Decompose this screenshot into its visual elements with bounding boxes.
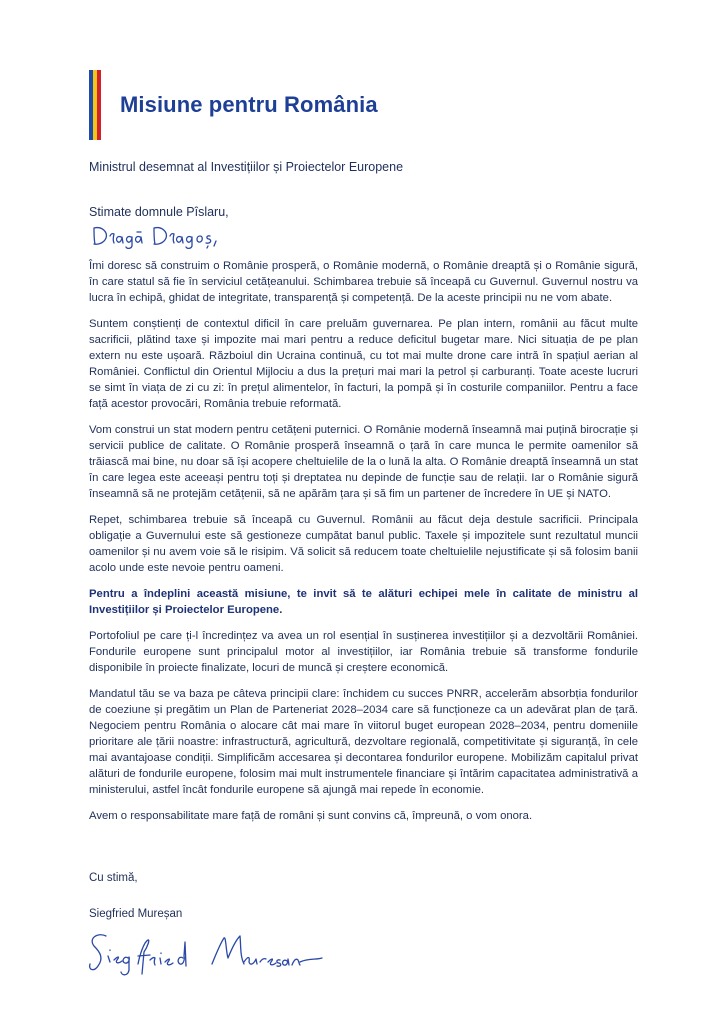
paragraph-public-spending: Repet, schimbarea trebuie să înceapă cu Guvernul. Românii au făcut deja destule sacrificii. Principala obligație a Guvernului este să gestioneze cumpătat banul public. Taxele și impozitele sunt rezultatul muncii oamenilor și nu avem voie să le risipim. Vă solicit să reducem toate cheltuielile nejustificate și să folosim banii acolo unde este nevoie pentru oameni.: [89, 514, 638, 574]
letter-body: [89, 258, 638, 834]
signer-name: Siegfried Mureșan: [89, 908, 183, 920]
salutation: Stimate domnule Pîslaru,: [89, 205, 229, 219]
handwritten-signature: [84, 922, 324, 982]
paragraph-invitation: Pentru a îndeplini această misiune, te invit să te alături echipei mele în calitate de ministru al Investițiilor și Proiectelor Europene.: [89, 588, 638, 616]
paragraph-context: Suntem conștienți de contextul dificil în care preluăm guvernarea. Pe plan intern, românii au făcut multe sacrificii, plătind taxe și impozite mai mari pentru a reduce deficitul bugetar mare. Nici situația de pe plan extern nu este ușoară. Războiul din Ucraina continuă, cu tot mai multe drone care intră în spațiul aerian al României. Conflictul din Orientul Mijlociu a dus la prețuri mai mari la petrol și carburanți. Toate aceste lucruri se simt în viața de zi cu zi: în prețul alimentelor, în facturi, la pompă și în costurile companiilor. Pentru a face față acestor provocări, România trebuie reformată.: [89, 318, 638, 410]
romanian-flag-bar: [89, 70, 101, 140]
paragraph-mandate: Mandatul tău se va baza pe câteva principii clare: închidem cu succes PNRR, accelerăm absorbția fondurilor de coeziune și pregătim un Plan de Parteneriat 2028–2034 care să funcționeze ca un adevărat plan de țară. Negociem pentru România o alocare cât mai mare în viitorul buget european 2028–2034, pentru domeniile prioritare ale țării noastre: infrastructură, agricultură, dezvoltare regională, competitivitate și siguranță, în cele mai avantajoase condiții. Simplificăm accesarea și decontarea fondurilor europene. Mobilizăm capitalul privat alături de fondurile europene, folosim mai mult instrumentele financiare și întărim capacitatea administrativă a ministerului, astfel încât fondurile europene să ajungă mai repede în economie.: [89, 688, 638, 796]
recipient-title: Ministrul desemnat al Investițiilor și Proiectelor Europene: [89, 160, 404, 174]
paragraph-modern-state: Vom construi un stat modern pentru cetățeni puternici. O Românie modernă înseamnă mai puțină birocrație și servicii publice de calitate. O Românie prosperă înseamnă o țară în care munca le permite oamenilor să trăiască mai bine, nu doar să își acopere cheltuielile de la o lună la alta. O Românie dreaptă înseamnă un stat în care legea este aceeași pentru toți și dreptatea nu depinde de funcție sau de relații. Iar o Românie sigură înseamnă să ne protejăm cetățenii, să ne apărăm țara și să fim un partener de încredere în UE și NATO.: [89, 424, 638, 500]
closing: Cu stimă,: [89, 872, 138, 884]
flag-red-stripe: [97, 70, 101, 140]
paragraph-vision: Îmi doresc să construim o Românie prosperă, o Românie modernă, o Românie dreaptă și o Românie sigură, în care statul să fie în serviciul cetățeanului. Schimbarea trebuie să înceapă cu Guvernul. Guvernul nostru va lucra în echipă, ghidat de integritate, transparență și competență. De la aceste principii nu ne vom abate.: [89, 260, 638, 304]
handwritten-greeting: [88, 220, 228, 250]
letterhead-title: Misiune pentru România: [120, 92, 378, 117]
paragraph-responsibility: Avem o responsabilitate mare față de români și sunt convins că, împreună, o vom onora.: [89, 810, 533, 822]
paragraph-portfolio: Portofoliul pe care ți-l încredințez va avea un rol esențial în susținerea investițiilor și a dezvoltării României. Fondurile europene sunt principalul motor al investițiilor, iar România trebuie să transforme fondurile disponibile în proiecte finalizate, locuri de muncă și creștere economică.: [89, 630, 638, 674]
